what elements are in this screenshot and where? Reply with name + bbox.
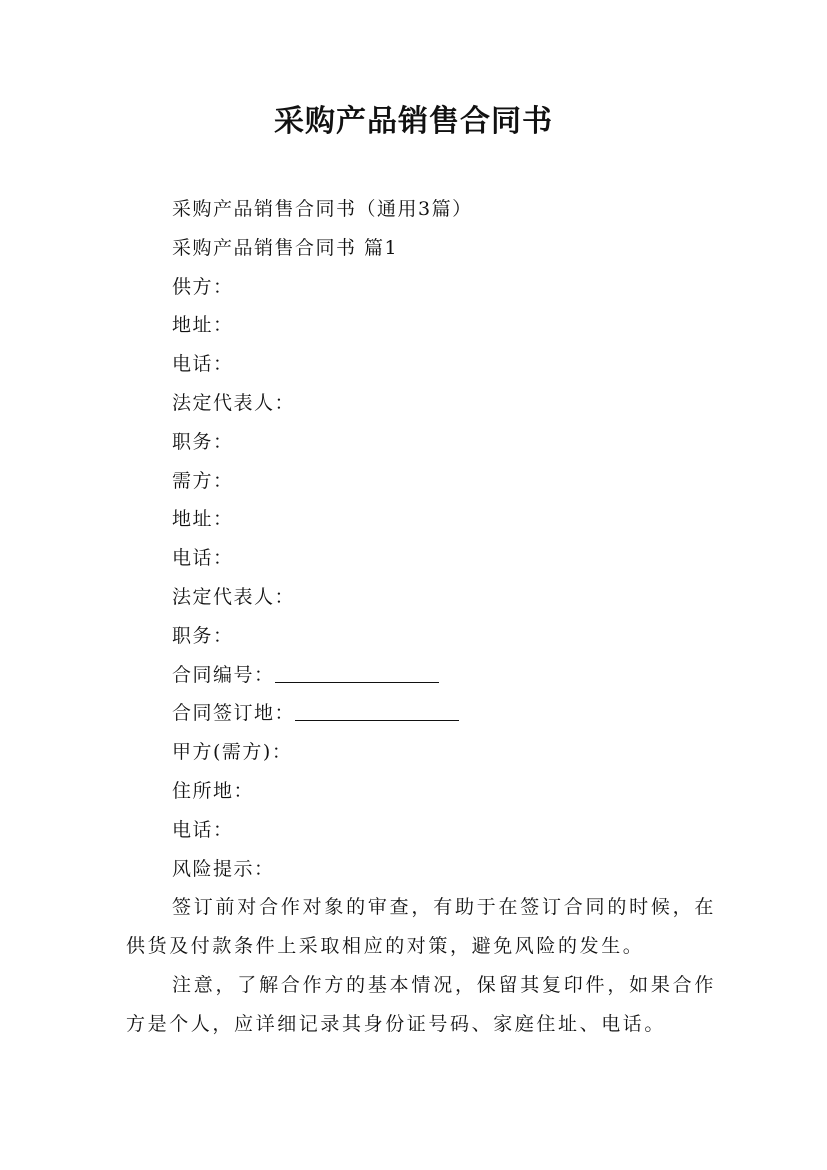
sign-place-line <box>126 694 716 733</box>
text-line: 风险提示： <box>172 857 275 880</box>
text-line: 法定代表人： <box>172 585 296 608</box>
document-body <box>126 190 716 1044</box>
text-line: 法定代表人： <box>172 391 296 414</box>
text-line: 电话： <box>172 547 234 570</box>
sign-place-label: 合同签订地： <box>172 702 296 725</box>
sign-place-blank <box>295 696 459 721</box>
text-line: 采购产品销售合同书（通用3篇） <box>172 198 473 220</box>
document-title: 采购产品销售合同书 <box>274 104 553 139</box>
contract-number-blank <box>275 658 439 683</box>
text-line: 供方： <box>172 275 234 298</box>
text-line: 住所地： <box>172 779 255 802</box>
text-line: 需方： <box>172 469 234 492</box>
text-line: 采购产品销售合同书 篇1 <box>172 236 399 259</box>
text-line: 职务： <box>172 430 234 453</box>
paragraph: 签订前对合作对象的审查，有助于在签订合同的时候，在供货及付款条件上采取相应的对策，避免风险的发生。 <box>126 896 716 958</box>
text-line: 地址： <box>172 314 234 337</box>
paragraph: 注意，了解合作方的基本情况，保留其复印件，如果合作方是个人，应详细记录其身份证号码、家庭住址、电话。 <box>126 973 716 1035</box>
text-line: 甲方(需方)： <box>172 741 293 764</box>
text-line: 电话： <box>172 818 234 841</box>
contract-number-label: 合同编号： <box>172 663 275 686</box>
contract-number-line <box>126 656 716 695</box>
text-line: 地址： <box>172 508 234 531</box>
text-line: 电话： <box>172 353 234 376</box>
text-line: 职务： <box>172 624 234 647</box>
